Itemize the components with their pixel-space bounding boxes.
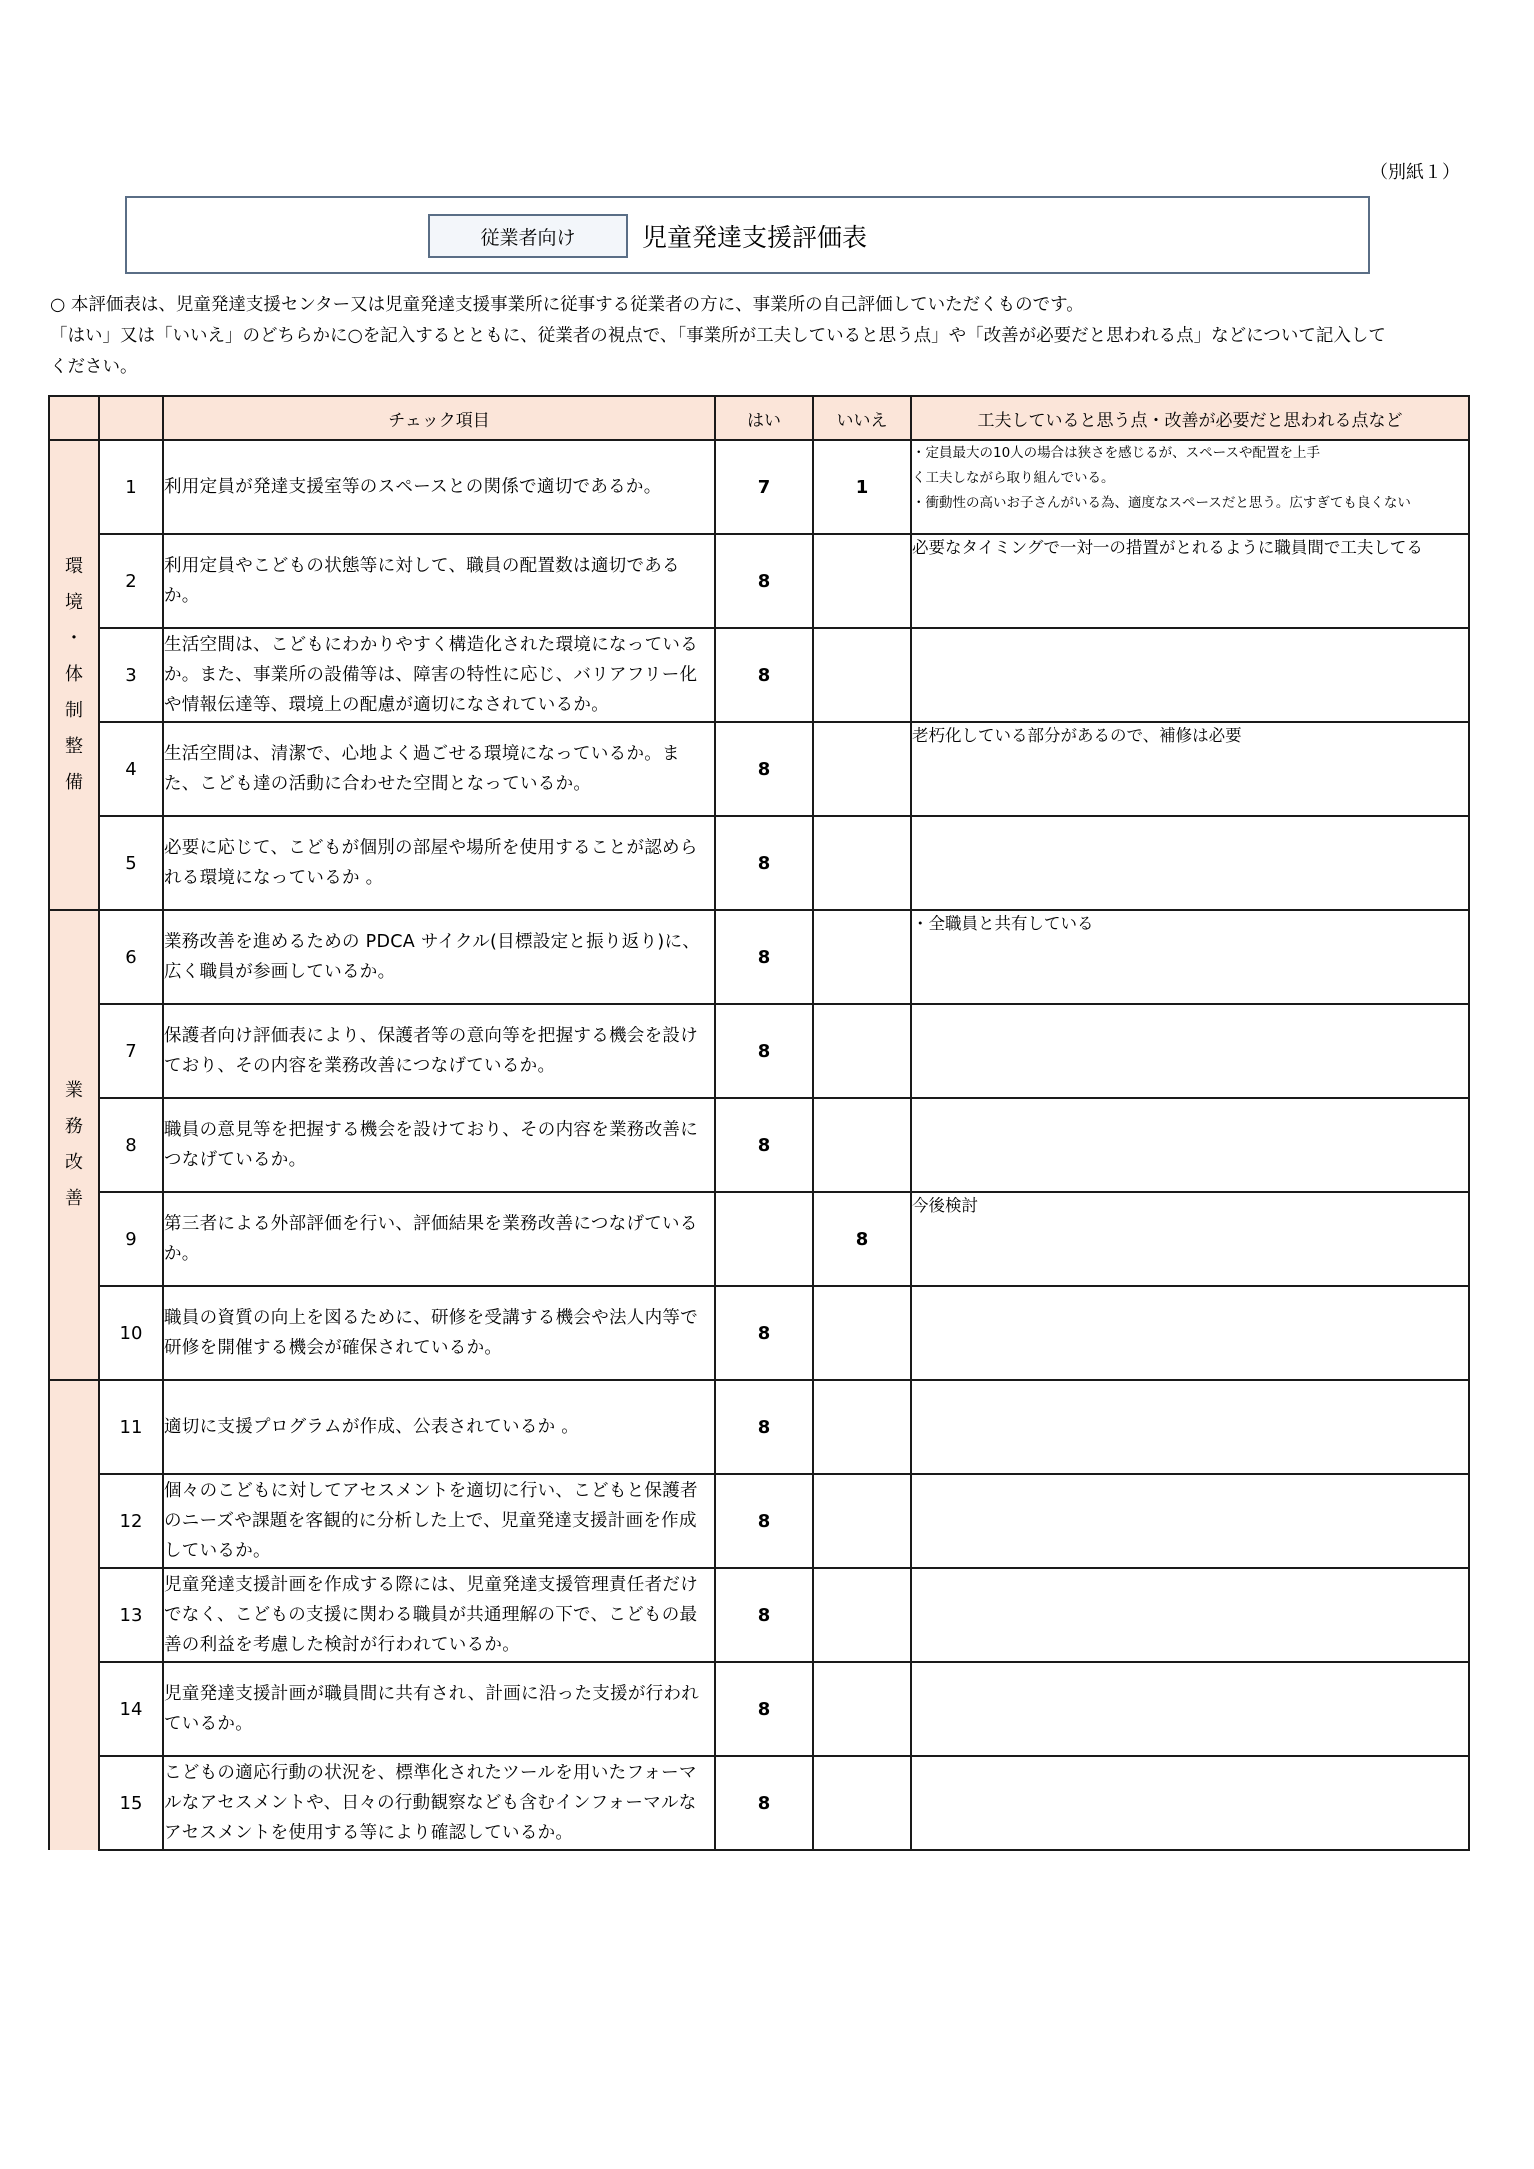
check-item-text: 利用定員が発達支援室等のスペースとの関係で適切であるか。: [163, 440, 715, 534]
item-number: 14: [99, 1662, 163, 1756]
header-yes: はい: [715, 396, 813, 440]
item-number: 8: [99, 1098, 163, 1192]
comment-cell: [911, 1662, 1469, 1756]
comment-cell: [911, 722, 1469, 816]
page-title: 児童発達支援評価表: [642, 223, 868, 252]
category-char: 善: [65, 1188, 83, 1209]
intro-line: 「はい」又は「いいえ」のどちらかに○を記入するとともに、従業者の視点で、「事業所が工夫していると思う点」や「改善が必要だと思われる点」などについて記入して: [50, 326, 1386, 346]
header-no: いいえ: [813, 396, 911, 440]
no-count: [813, 1568, 911, 1662]
yes-count: 8: [715, 1004, 813, 1098]
yes-count: 8: [715, 1474, 813, 1568]
item-number: 1: [99, 440, 163, 534]
item-number: 6: [99, 910, 163, 1004]
table-row: [49, 910, 1469, 1004]
no-count: [813, 1286, 911, 1380]
table-row: [49, 534, 1469, 628]
no-count: 1: [813, 440, 911, 534]
yes-count: 8: [715, 1568, 813, 1662]
check-item-text: 第三者による外部評価を行い、評価結果を業務改善につなげているか。: [163, 1192, 715, 1286]
table-row: [49, 816, 1469, 910]
comment-cell: [911, 1004, 1469, 1098]
yes-count: [715, 1192, 813, 1286]
yes-count: 8: [715, 816, 813, 910]
table-row: [49, 1568, 1469, 1662]
no-count: [813, 534, 911, 628]
no-count: [813, 628, 911, 722]
table-row: [49, 1192, 1469, 1286]
comment-cell: [911, 628, 1469, 722]
yes-count: 8: [715, 1662, 813, 1756]
check-item-text: 児童発達支援計画を作成する際には、児童発達支援管理責任者だけでなく、こどもの支援に関わる職員が共通理解の下で、こどもの最善の利益を考慮した検討が行われているか。: [163, 1568, 715, 1662]
item-number: 10: [99, 1286, 163, 1380]
item-number: 12: [99, 1474, 163, 1568]
comment-cell: [911, 816, 1469, 910]
check-item-text: 必要に応じて、こどもが個別の部屋や場所を使用することが認められる環境になっているか 。: [163, 816, 715, 910]
category-cell: [49, 1380, 99, 1850]
no-count: [813, 1380, 911, 1474]
no-count: 8: [813, 1192, 911, 1286]
table-row: [49, 1380, 1469, 1474]
table-row: [49, 722, 1469, 816]
comment-cell: [911, 1286, 1469, 1380]
item-number: 4: [99, 722, 163, 816]
check-item-text: 利用定員やこどもの状態等に対して、職員の配置数は適切であるか。: [163, 534, 715, 628]
annex-label: （別紙１）: [1370, 162, 1460, 183]
item-number: 5: [99, 816, 163, 910]
check-item-text: 職員の資質の向上を図るために、研修を受講する機会や法人内等で研修を開催する機会が確保されているか。: [163, 1286, 715, 1380]
yes-count: 8: [715, 910, 813, 1004]
check-item-text: 職員の意見等を把握する機会を設けており、その内容を業務改善につなげているか。: [163, 1098, 715, 1192]
category-cell: [49, 440, 99, 910]
category-char: 整: [65, 736, 83, 757]
comment-cell: [911, 534, 1469, 628]
category-char: 改: [65, 1152, 83, 1173]
comment-cell: [911, 1098, 1469, 1192]
category-char: 制: [65, 700, 83, 721]
no-count: [813, 1098, 911, 1192]
check-item-text: 生活空間は、清潔で、心地よく過ごせる環境になっているか。また、こども達の活動に合わせた空間となっているか。: [163, 722, 715, 816]
yes-count: 8: [715, 1756, 813, 1850]
table-row: [49, 1098, 1469, 1192]
yes-count: 8: [715, 534, 813, 628]
check-item-text: 業務改善を進めるための PDCA サイクル(目標設定と振り返り)に、広く職員が参画しているか。: [163, 910, 715, 1004]
yes-count: 8: [715, 1380, 813, 1474]
item-number: 2: [99, 534, 163, 628]
yes-count: 8: [715, 628, 813, 722]
category-cell: [49, 910, 99, 1380]
comment-cell: [911, 1380, 1469, 1474]
no-count: [813, 1474, 911, 1568]
category-char: 業: [65, 1080, 83, 1101]
comment-line: ・全職員と共有している: [912, 914, 1094, 933]
header-check-item: チェック項目: [163, 396, 715, 440]
check-item-text: 適切に支援プログラムが作成、公表されているか 。: [163, 1380, 715, 1474]
table-row: [49, 1286, 1469, 1380]
comment-line: 必要なタイミングで一対一の措置がとれるように職員間で工夫してる: [912, 538, 1423, 557]
comment-cell: [911, 1192, 1469, 1286]
comment-cell: [911, 440, 1469, 534]
comment-cell: [911, 1756, 1469, 1850]
check-item-text: 個々のこどもに対してアセスメントを適切に行い、こどもと保護者のニーズや課題を客観的に分析した上で、児童発達支援計画を作成しているか。: [163, 1474, 715, 1568]
comment-line: ・衝動性の高いお子さんがいる為、適度なスペースだと思う。広すぎても良くない: [912, 495, 1411, 511]
check-item-text: 生活空間は、こどもにわかりやすく構造化された環境になっているか。また、事業所の設備等は、障害の特性に応じ、バリアフリー化や情報伝達等、環境上の配慮が適切になされているか。: [163, 628, 715, 722]
no-count: [813, 816, 911, 910]
check-item-text: 児童発達支援計画が職員間に共有され、計画に沿った支援が行われているか。: [163, 1662, 715, 1756]
comment-cell: [911, 1568, 1469, 1662]
table-header-row: [49, 396, 1469, 440]
yes-count: 8: [715, 1098, 813, 1192]
item-number: 3: [99, 628, 163, 722]
category-char: 体: [65, 664, 83, 685]
category-char: 備: [65, 772, 83, 793]
category-char: 境: [65, 592, 83, 613]
header-comment: 工夫していると思う点・改善が必要だと思われる点など: [911, 396, 1469, 440]
item-number: 9: [99, 1192, 163, 1286]
comment-cell: [911, 910, 1469, 1004]
header-category: [49, 396, 99, 440]
yes-count: 8: [715, 1286, 813, 1380]
comment-line: ・定員最大の10人の場合は狭さを感じるが、スペースや配置を上手: [912, 445, 1321, 461]
no-count: [813, 1662, 911, 1756]
evaluation-table: [48, 395, 1470, 1851]
no-count: [813, 722, 911, 816]
comment-line: 今後検討: [912, 1196, 978, 1215]
table-row: [49, 628, 1469, 722]
category-char: ・: [65, 628, 83, 649]
no-count: [813, 910, 911, 1004]
comment-line: 老朽化している部分があるので、補修は必要: [912, 726, 1242, 745]
table-row: [49, 440, 1469, 534]
intro-line: ○ 本評価表は、児童発達支援センター又は児童発達支援事業所に従事する従業者の方に、事業所の自己評価していただくものです。: [50, 295, 1084, 315]
category-char: 環: [65, 556, 83, 577]
item-number: 15: [99, 1756, 163, 1850]
comment-line: く工夫しながら取り組んでいる。: [912, 470, 1115, 486]
table-row: [49, 1662, 1469, 1756]
audience-tag: 従業者向け: [428, 214, 628, 258]
table-row: [49, 1474, 1469, 1568]
check-item-text: こどもの適応行動の状況を、標準化されたツールを用いたフォーマルなアセスメントや、日々の行動観察なども含むインフォーマルなアセスメントを使用する等により確認しているか。: [163, 1756, 715, 1850]
item-number: 13: [99, 1568, 163, 1662]
header-number: [99, 396, 163, 440]
item-number: 7: [99, 1004, 163, 1098]
comment-cell: [911, 1474, 1469, 1568]
yes-count: 7: [715, 440, 813, 534]
no-count: [813, 1756, 911, 1850]
category-char: 務: [65, 1116, 83, 1137]
item-number: 11: [99, 1380, 163, 1474]
yes-count: 8: [715, 722, 813, 816]
intro-text: [50, 290, 1470, 383]
no-count: [813, 1004, 911, 1098]
table-row: [49, 1756, 1469, 1850]
check-item-text: 保護者向け評価表により、保護者等の意向等を把握する機会を設けており、その内容を業務改善につなげているか。: [163, 1004, 715, 1098]
table-row: [49, 1004, 1469, 1098]
intro-line: ください。: [50, 357, 138, 377]
